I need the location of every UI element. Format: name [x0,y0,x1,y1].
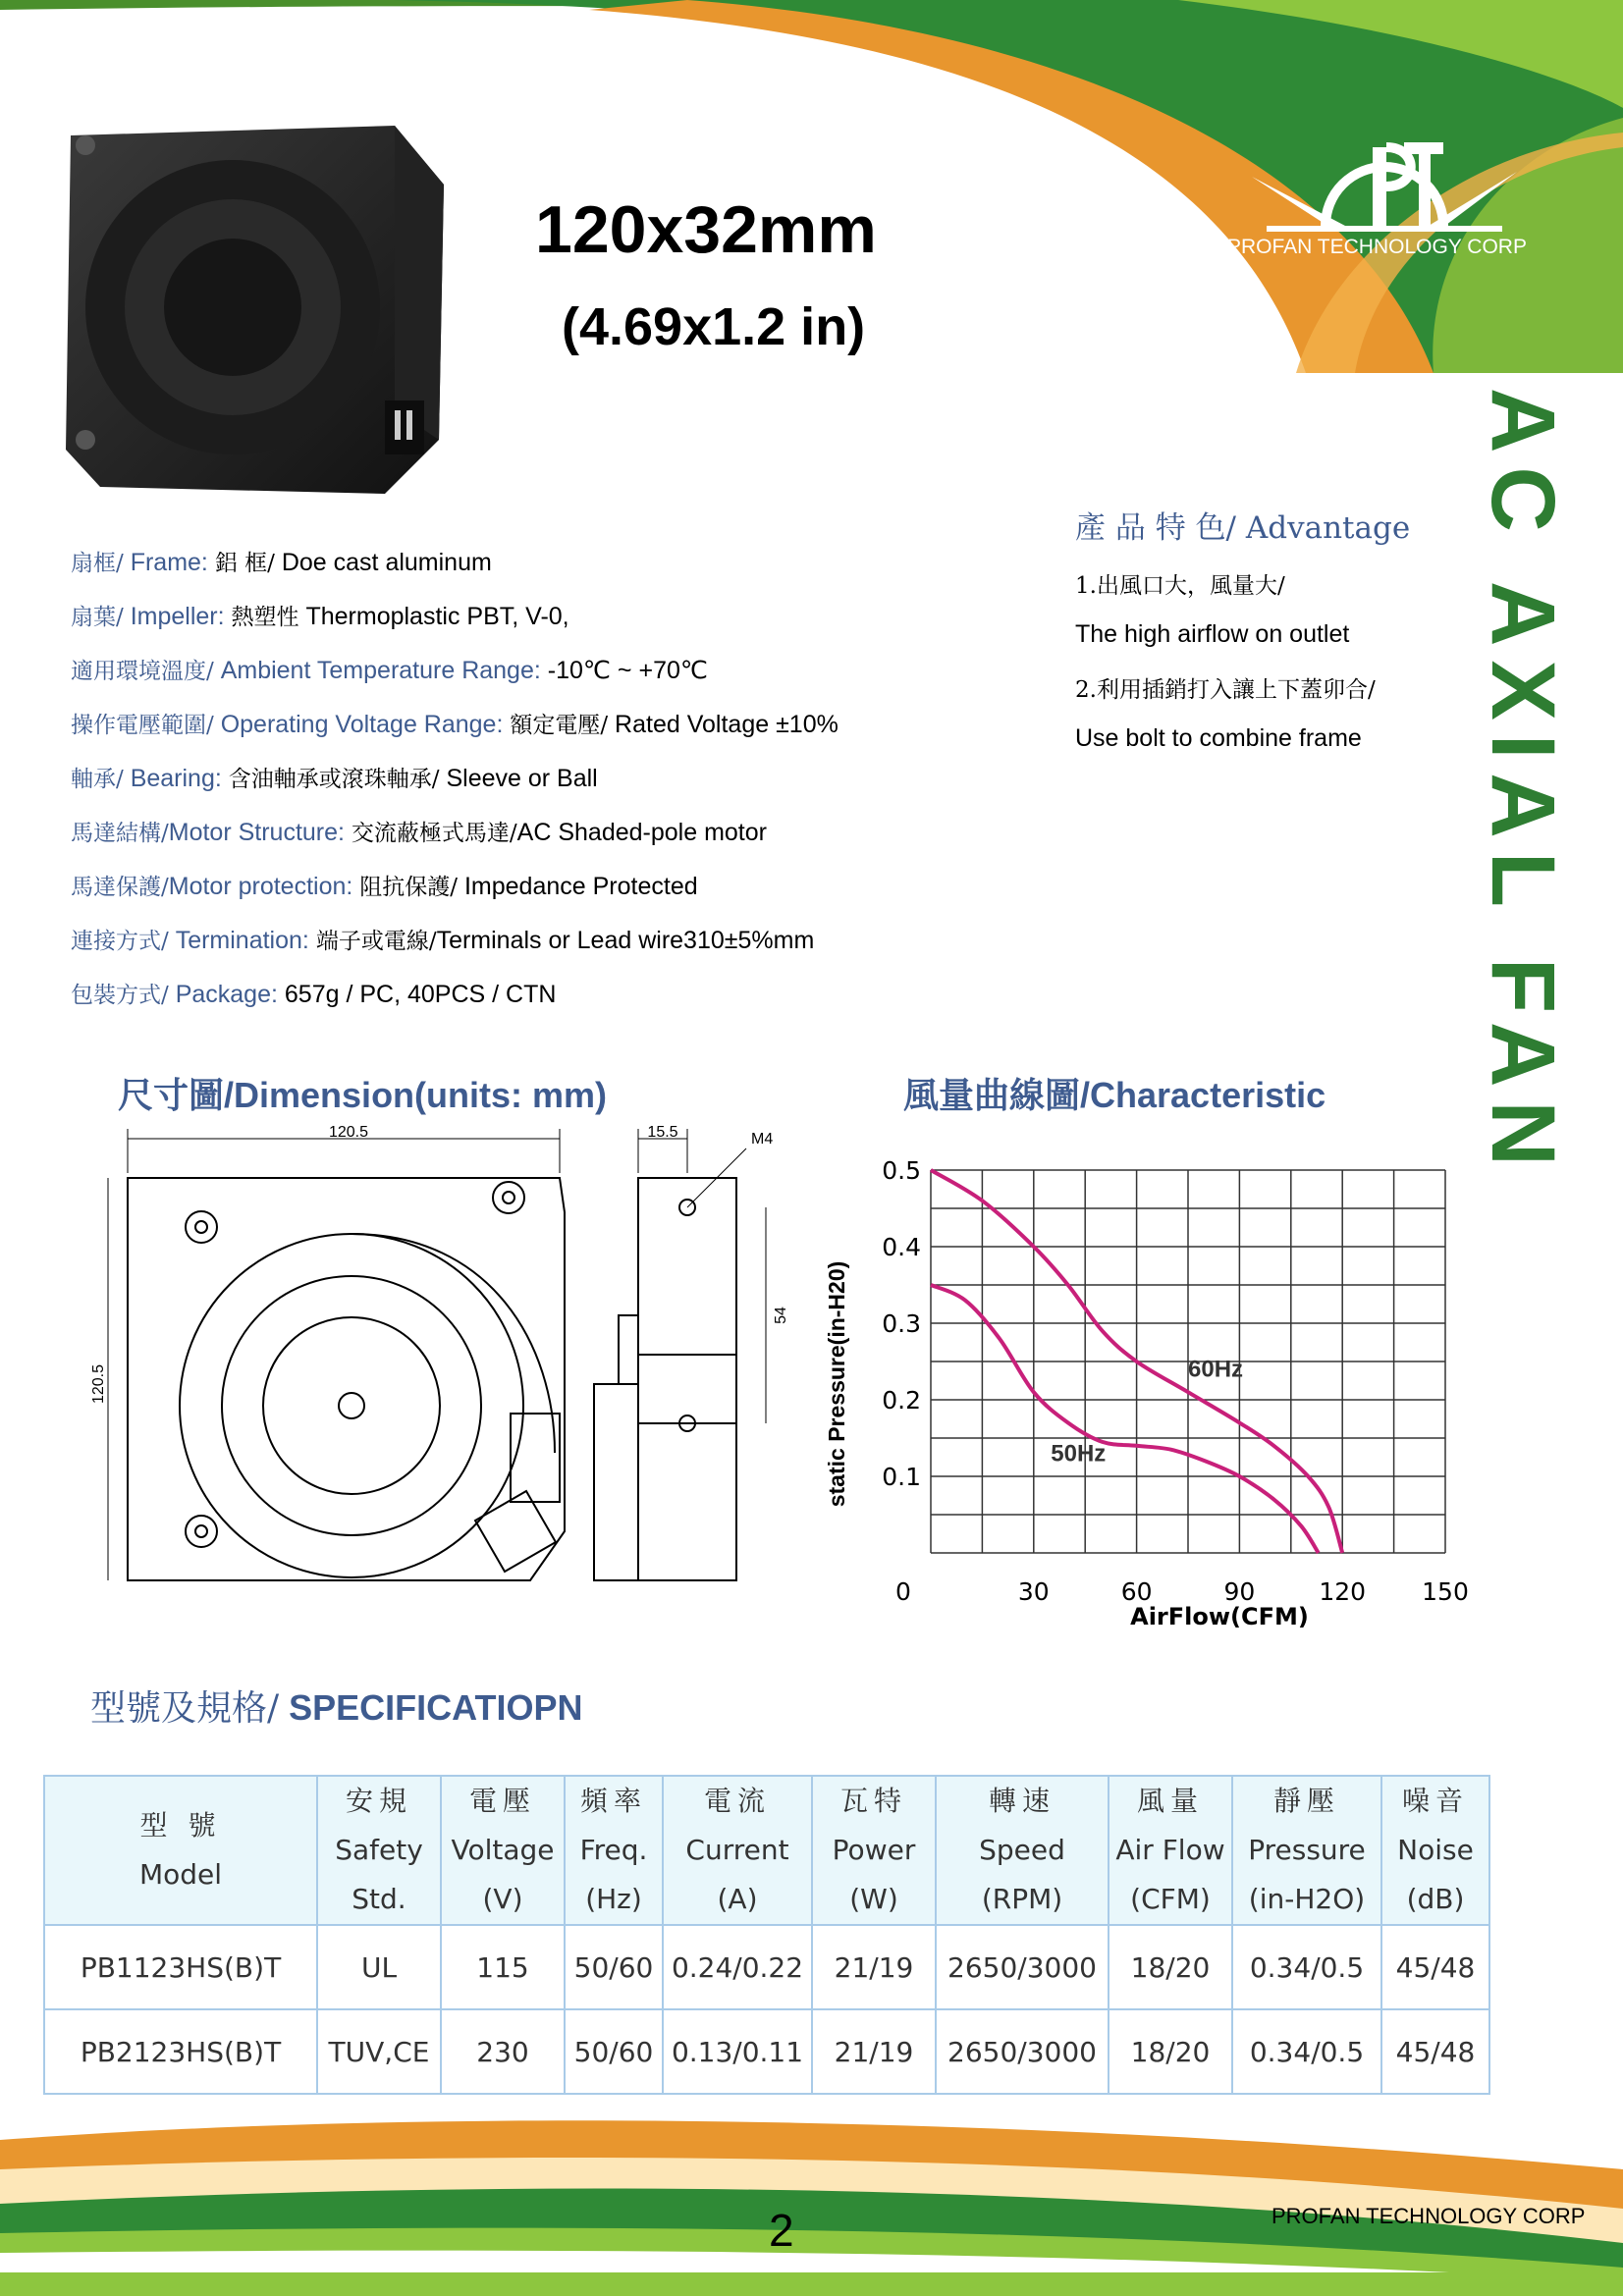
spec-package: 包裝方式/ Package: 657g / PC, 40PCS / CTN [71,981,557,1008]
th-pressure: 靜壓 Pressure (in-H2O) [1232,1776,1381,1925]
x-tick-label: 0 [895,1577,911,1606]
y-tick-label: 0.5 [882,1156,921,1185]
profan-logo [1247,118,1522,236]
th-model: 型 號 Model [44,1776,317,1925]
x-tick-label: 30 [1017,1577,1050,1606]
series-label-50Hz: 50Hz [1051,1440,1107,1468]
fan-product-photo [61,116,454,499]
dimension-drawing [90,1119,805,1590]
cell-power: 21/19 [812,1925,936,2009]
advantage-title: 產 品 特 色/ Advantage [1075,510,1411,546]
th-freq: 頻率 Freq. (Hz) [565,1776,663,1925]
page-number: 2 [769,2205,794,2256]
vertical-title-text: AC AXIAL FAN [1473,388,1573,1180]
advantage-line-4: Use bolt to combine frame [1075,724,1362,752]
series-label-60Hz: 60Hz [1188,1356,1244,1383]
cell-pressure: 0.34/0.5 [1232,1925,1381,2009]
cell-pressure: 0.34/0.5 [1232,2009,1381,2094]
x-tick-label: 60 [1120,1577,1153,1606]
chart-x-label: AirFlow(CFM) [1130,1603,1309,1630]
spec-motor-structure: 馬達結構/Motor Structure: 交流蔽極式馬達/AC Shaded-pole motor [71,819,767,846]
cell-freq: 50/60 [565,1925,663,2009]
th-safety: 安規 Safety Std. [317,1776,441,1925]
cell-current: 0.24/0.22 [663,1925,812,2009]
dim-depth-label: 15.5 [647,1124,678,1141]
cell-noise: 45/48 [1381,2009,1489,2094]
cell-freq: 50/60 [565,2009,663,2094]
characteristic-title: 風量曲線圖/Characteristic [903,1075,1326,1116]
cell-power: 21/19 [812,2009,936,2094]
table-row [44,2009,1489,2094]
cell-airflow: 18/20 [1109,2009,1232,2094]
table-row [44,1925,1489,2009]
footer-corp-name: PROFAN TECHNOLOGY CORP [1271,2204,1586,2228]
th-noise: 噪音 Noise (dB) [1381,1776,1489,1925]
chart-series-labels [1051,1357,1243,1468]
advantage-line-3: 2.利用插銷打入讓上下蓋卯合/ [1075,677,1376,703]
spec-frame: 扇框/ Frame: 鋁 框/ Doe cast aluminum [71,549,492,576]
y-tick-label: 0.4 [882,1233,921,1261]
cell-airflow: 18/20 [1109,1925,1232,2009]
dim-hole-label: 54 [773,1307,789,1324]
th-speed: 轉速 Speed (RPM) [936,1776,1109,1925]
vertical-title [1473,388,1573,1222]
spec-table [43,1775,1490,2095]
th-current: 電流 Current (A) [663,1776,812,1925]
x-tick-label: 150 [1422,1577,1469,1606]
y-tick-label: 0.2 [882,1386,921,1415]
spec-bearing: 軸承/ Bearing: 含油軸承或滾珠軸承/ Sleeve or Ball [71,765,598,792]
spec-impeller: 扇葉/ Impeller: 熱塑性 Thermoplastic PBT, V-0, [71,603,569,630]
characteristic-chart [825,1148,1512,1629]
cell-voltage: 230 [441,2009,565,2094]
cell-noise: 45/48 [1381,1925,1489,2009]
advantage-line-2: The high airflow on outlet [1075,620,1350,648]
cell-safety: UL [317,1925,441,2009]
chart-y-label: static Pressure(in-H20) [824,1260,849,1508]
size-inches: (4.69x1.2 in) [562,297,866,356]
th-power: 瓦特 Power (W) [812,1776,936,1925]
spec-termination: 連接方式/ Termination: 端子或電線/Terminals or Lead wire310±5%mm [71,927,815,954]
dim-width-label: 120.5 [328,1124,369,1141]
cell-current: 0.13/0.11 [663,2009,812,2094]
y-tick-label: 0.1 [882,1463,921,1491]
dimension-title: 尺寸圖/Dimension(units: mm) [118,1075,608,1116]
spec-voltage-range: 操作電壓範圍/ Operating Voltage Range: 額定電壓/ Rated Voltage ±10% [71,711,839,738]
x-tick-label: 120 [1319,1577,1367,1606]
size-mm: 120x32mm [535,192,877,267]
dim-m4-label: M4 [751,1131,774,1148]
logo-text: PROFAN TECHNOLOGY CORP [1227,236,1527,258]
th-airflow: 風量 Air Flow (CFM) [1109,1776,1232,1925]
cell-model: PB1123HS(B)T [44,1925,317,2009]
spec-motor-protection: 馬達保護/Motor protection: 阻抗保護/ Impedance Protected [71,873,698,900]
dim-height-label: 120.5 [90,1363,107,1405]
chart-x-ticks [895,1577,1469,1606]
cell-safety: TUV,CE [317,2009,441,2094]
advantage-line-1: 1.出風口大，風量大/ [1075,573,1285,599]
y-tick-label: 0.3 [882,1309,921,1338]
series-line-50Hz [931,1285,1319,1553]
cell-model: PB2123HS(B)T [44,2009,317,2094]
th-voltage: 電壓 Voltage (V) [441,1776,565,1925]
cell-speed: 2650/3000 [936,2009,1109,2094]
spec-table-title: 型號及規格/ SPECIFICATIOPN [90,1687,583,1729]
spec-table-header-row [44,1776,1489,1925]
spec-ambient-temp: 適用環境溫度/ Ambient Temperature Range: -10℃ ~ +70℃ [71,657,708,684]
chart-y-ticks [882,1156,921,1491]
x-tick-label: 90 [1223,1577,1256,1606]
cell-speed: 2650/3000 [936,1925,1109,2009]
cell-voltage: 115 [441,1925,565,2009]
